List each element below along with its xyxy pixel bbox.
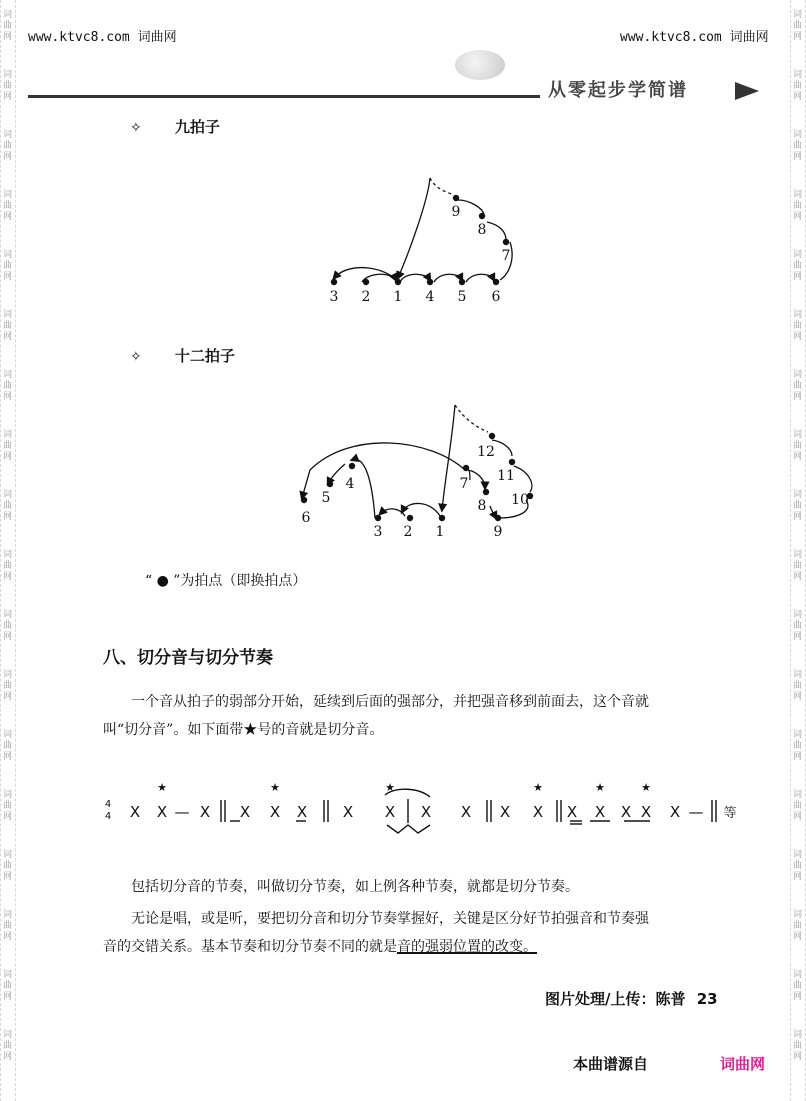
rhythm-note: X: [384, 803, 396, 821]
side-watermark-char: 词: [793, 490, 803, 500]
side-watermark-char: 曲: [3, 1041, 13, 1051]
side-watermark-char: 曲: [3, 81, 13, 91]
star-icon: ★: [385, 781, 395, 794]
side-watermark-char: 网: [793, 512, 803, 522]
rhythm-note: X: [620, 803, 632, 821]
side-watermark-char: 词: [3, 310, 13, 320]
side-watermark-char: 曲: [3, 321, 13, 331]
beat-dot: [463, 465, 469, 471]
rhythm-note: X: [156, 803, 168, 821]
beat-dot: [427, 279, 433, 285]
side-watermark-char: 曲: [3, 981, 13, 991]
star-icon: ★: [595, 781, 605, 794]
paragraph-text: 音的交错关系。基本节奏和切分节奏不同的就是: [103, 939, 397, 955]
beat-label: 6: [301, 510, 311, 526]
watermark-left: [28, 26, 177, 45]
side-watermark-char: 词: [793, 670, 803, 680]
side-watermark-char: 曲: [3, 681, 13, 691]
side-watermark-char: 网: [793, 92, 803, 102]
side-watermark-char: 词: [3, 550, 13, 560]
side-watermark-char: 词: [3, 910, 13, 920]
side-watermark-char: 词: [793, 250, 803, 260]
side-watermark-char: 网: [3, 932, 13, 942]
side-watermark-char: 网: [793, 452, 803, 462]
side-watermark-char: 网: [793, 932, 803, 942]
rhythm-note: X: [269, 803, 281, 821]
star-icon: ★: [641, 781, 651, 794]
side-watermark-char: 网: [3, 272, 13, 282]
paragraph-2: [103, 873, 763, 901]
side-watermark-char: 网: [3, 212, 13, 222]
side-watermark-char: 曲: [3, 801, 13, 811]
source-site-link[interactable]: 词曲网: [720, 1055, 766, 1073]
beat-label: 8: [477, 222, 487, 238]
side-watermark-char: 网: [3, 92, 13, 102]
side-watermark-char: 词: [3, 430, 13, 440]
side-watermark-char: 词: [3, 730, 13, 740]
side-watermark-char: 曲: [793, 981, 803, 991]
side-watermark-char: 词: [793, 370, 803, 380]
section-twelve-heading: [130, 345, 235, 366]
beat-dot: [503, 239, 509, 245]
side-watermark-char: 词: [793, 70, 803, 80]
rhythm-dash: —: [688, 803, 704, 821]
side-watermark-char: 词: [3, 190, 13, 200]
side-watermark-char: 网: [3, 452, 13, 462]
side-watermark-char: 词: [793, 970, 803, 980]
beat-label: 7: [459, 476, 469, 492]
side-watermark-char: 曲: [793, 441, 803, 451]
header-title: 从零起步学简谱: [540, 76, 768, 98]
beat-label: 5: [457, 289, 467, 305]
section-title: 九拍子: [174, 118, 220, 136]
beat-label: 7: [501, 248, 511, 264]
rhythm-note: X: [296, 803, 308, 821]
watermark-site: 词曲网: [729, 30, 769, 45]
side-watermark-char: 词: [793, 550, 803, 560]
side-watermark-char: 网: [3, 572, 13, 582]
watermark-right: [620, 26, 769, 45]
twelve-beat-diagram: [280, 400, 550, 545]
side-watermark-char: 词: [3, 130, 13, 140]
beat-label: 6: [491, 289, 501, 305]
beat-label: 2: [403, 524, 413, 540]
watermark-url: www.ktvc8.com: [620, 30, 722, 45]
rhythm-end-text: 等: [723, 806, 737, 821]
credit-text: 图片处理/上传：陈普: [545, 990, 686, 1008]
side-watermark-char: 词: [3, 790, 13, 800]
star-icon: ★: [270, 781, 280, 794]
side-watermark-char: 曲: [3, 861, 13, 871]
watermark-site: 词曲网: [137, 30, 177, 45]
side-watermark-char: 网: [793, 572, 803, 582]
rhythm-note: X: [342, 803, 354, 821]
side-watermark-char: 网: [3, 1052, 13, 1062]
beat-label: 4: [345, 476, 355, 492]
beat-label: 8: [477, 498, 487, 514]
side-watermark-char: 网: [793, 212, 803, 222]
side-watermark-char: 曲: [3, 561, 13, 571]
side-watermark-char: 网: [3, 512, 13, 522]
side-watermark-char: 曲: [793, 21, 803, 31]
rhythm-dash: —: [174, 803, 190, 821]
paragraph-line: 叫“切分音”。如下面带★号的音就是切分音。: [103, 722, 384, 738]
side-watermark-char: 曲: [3, 441, 13, 451]
rhythm-note: X: [239, 803, 251, 821]
heart-logo-icon: [455, 50, 505, 80]
side-watermark-char: 词: [3, 10, 13, 20]
beat-dot: [395, 279, 401, 285]
star-icon: ★: [157, 781, 167, 794]
beat-label: 5: [321, 490, 331, 506]
side-watermark-char: 曲: [3, 501, 13, 511]
time-signature-bottom: 4: [104, 811, 112, 822]
source-label: 本曲谱源自: [573, 1055, 649, 1073]
side-watermark-char: 网: [3, 392, 13, 402]
beat-dot: [459, 279, 465, 285]
side-watermark-char: 词: [3, 70, 13, 80]
diamond-icon: ✧: [130, 349, 142, 365]
side-watermark-char: 网: [793, 32, 803, 42]
side-watermark-char: 曲: [793, 321, 803, 331]
beat-label: 10: [511, 492, 529, 508]
chapter-title: 八、切分音与切分节奏: [103, 648, 273, 668]
side-watermark-char: 曲: [793, 201, 803, 211]
upload-credit: [545, 988, 718, 1009]
side-watermark-char: 网: [793, 272, 803, 282]
side-watermark-char: 网: [3, 872, 13, 882]
dot-caption: “ ● ”为拍点（即换拍点）: [145, 573, 307, 589]
side-watermark-char: 曲: [793, 261, 803, 271]
side-watermark-char: 曲: [3, 621, 13, 631]
beat-dot: [509, 459, 515, 465]
side-watermark-char: 网: [793, 752, 803, 762]
side-watermark-char: 词: [793, 190, 803, 200]
paragraph-line: 一个音从拍子的弱部分开始，延续到后面的强部分，并把强音移到前面去，这个音就: [131, 694, 649, 710]
beat-dot: [489, 433, 495, 439]
side-watermark-char: 曲: [793, 141, 803, 151]
beat-label: 2: [361, 289, 371, 305]
side-watermark-char: 网: [793, 692, 803, 702]
beat-dot: [495, 515, 501, 521]
side-watermark-char: 曲: [793, 561, 803, 571]
side-watermark-char: 词: [793, 310, 803, 320]
beat-dot: [301, 497, 307, 503]
beat-dot: [375, 515, 381, 521]
side-watermark-char: 词: [793, 1030, 803, 1040]
rhythm-notation: [100, 775, 750, 845]
side-watermark-char: 网: [793, 632, 803, 642]
side-watermark-char: 词: [3, 850, 13, 860]
beat-label: 1: [393, 289, 403, 305]
side-watermark-char: 网: [793, 1052, 803, 1062]
side-watermark-char: 曲: [793, 681, 803, 691]
side-watermark-char: 曲: [793, 81, 803, 91]
side-watermark-char: 词: [793, 730, 803, 740]
side-watermark-char: 曲: [793, 1041, 803, 1051]
page-number: 23: [696, 990, 718, 1008]
underlined-text: 音的强弱位置的改变。: [397, 939, 537, 955]
paragraph-line: 无论是唱，或是听，要把切分音和切分节奏掌握好，关键是区分好节拍强音和节奏强: [131, 911, 649, 927]
beat-dot: [327, 481, 333, 487]
side-watermark-char: 曲: [793, 861, 803, 871]
side-watermark-char: 词: [793, 790, 803, 800]
rhythm-note: X: [532, 803, 544, 821]
rhythm-note: X: [460, 803, 472, 821]
side-watermark-char: 词: [3, 1030, 13, 1040]
side-watermark-char: 词: [793, 130, 803, 140]
rhythm-note: X: [420, 803, 432, 821]
side-watermark-char: 词: [3, 670, 13, 680]
side-watermark-char: 词: [3, 250, 13, 260]
beat-dot: [407, 515, 413, 521]
side-watermark-char: 网: [3, 692, 13, 702]
arrow-icon: [735, 82, 759, 100]
side-watermark-char: 曲: [793, 501, 803, 511]
watermark-url: www.ktvc8.com: [28, 30, 130, 45]
side-watermark-char: 曲: [3, 921, 13, 931]
side-watermark-char: 网: [3, 332, 13, 342]
side-watermark-char: 词: [793, 910, 803, 920]
side-watermark-char: 曲: [3, 141, 13, 151]
side-watermark-char: 网: [793, 392, 803, 402]
rhythm-note: X: [594, 803, 606, 821]
diamond-icon: ✧: [130, 120, 142, 136]
paragraph-3: [103, 905, 763, 961]
side-watermark-char: 曲: [793, 621, 803, 631]
side-watermark-char: 词: [793, 10, 803, 20]
beat-dot: [483, 489, 489, 495]
side-watermark-char: 曲: [3, 21, 13, 31]
side-watermark-char: 曲: [3, 261, 13, 271]
side-watermark-char: 曲: [3, 201, 13, 211]
side-watermark-char: 曲: [793, 801, 803, 811]
beat-label: 4: [425, 289, 435, 305]
side-watermark-char: 网: [793, 332, 803, 342]
rhythm-note: X: [640, 803, 652, 821]
beat-dot: [363, 279, 369, 285]
side-watermark-char: 网: [3, 992, 13, 1002]
beat-dot: [493, 279, 499, 285]
beat-dot: [439, 515, 445, 521]
side-watermark-char: 网: [793, 992, 803, 1002]
side-watermark-char: 词: [3, 610, 13, 620]
beat-label: 3: [329, 289, 339, 305]
rhythm-note: X: [566, 803, 578, 821]
beat-label: 9: [493, 524, 503, 540]
beat-dot: [349, 463, 355, 469]
paragraph-1: [103, 688, 763, 744]
beat-dot: [331, 279, 337, 285]
beat-label: 3: [373, 524, 383, 540]
beat-label: 9: [451, 204, 461, 220]
side-watermark-char: 词: [793, 430, 803, 440]
side-watermark-char: 网: [3, 812, 13, 822]
side-watermark-char: 词: [3, 970, 13, 980]
paragraph-line: [103, 933, 763, 961]
side-watermark-char: 网: [3, 632, 13, 642]
side-watermark-char: 曲: [793, 741, 803, 751]
nine-beat-diagram: [310, 170, 530, 310]
time-signature-top: 4: [104, 799, 112, 810]
side-watermark-char: 网: [793, 812, 803, 822]
beat-dot: [479, 213, 485, 219]
side-watermark-char: 曲: [3, 381, 13, 391]
side-watermark-char: 网: [3, 752, 13, 762]
side-watermark-char: 网: [3, 152, 13, 162]
beat-label: 12: [477, 444, 495, 460]
rhythm-note: X: [669, 803, 681, 821]
beat-label: 11: [497, 468, 515, 484]
side-watermark-char: 词: [3, 370, 13, 380]
side-watermark-char: 网: [793, 872, 803, 882]
side-watermark-char: 曲: [3, 741, 13, 751]
rhythm-note: X: [199, 803, 211, 821]
side-watermark-char: 曲: [793, 381, 803, 391]
beat-label: 1: [435, 524, 445, 540]
side-watermark-char: 词: [793, 850, 803, 860]
section-nine-heading: [130, 116, 220, 137]
paragraph-line: 包括切分音的节奏，叫做切分节奏，如上例各种节奏，就都是切分节奏。: [131, 879, 579, 895]
side-watermark-char: 网: [3, 32, 13, 42]
side-watermark-char: 网: [793, 152, 803, 162]
star-icon: ★: [533, 781, 543, 794]
side-watermark-char: 词: [793, 610, 803, 620]
section-title: 十二拍子: [174, 347, 235, 365]
beat-dot: [453, 195, 459, 201]
rhythm-note: X: [499, 803, 511, 821]
rhythm-note: X: [129, 803, 141, 821]
side-watermark-char: 曲: [793, 921, 803, 931]
side-watermark-char: 词: [3, 490, 13, 500]
